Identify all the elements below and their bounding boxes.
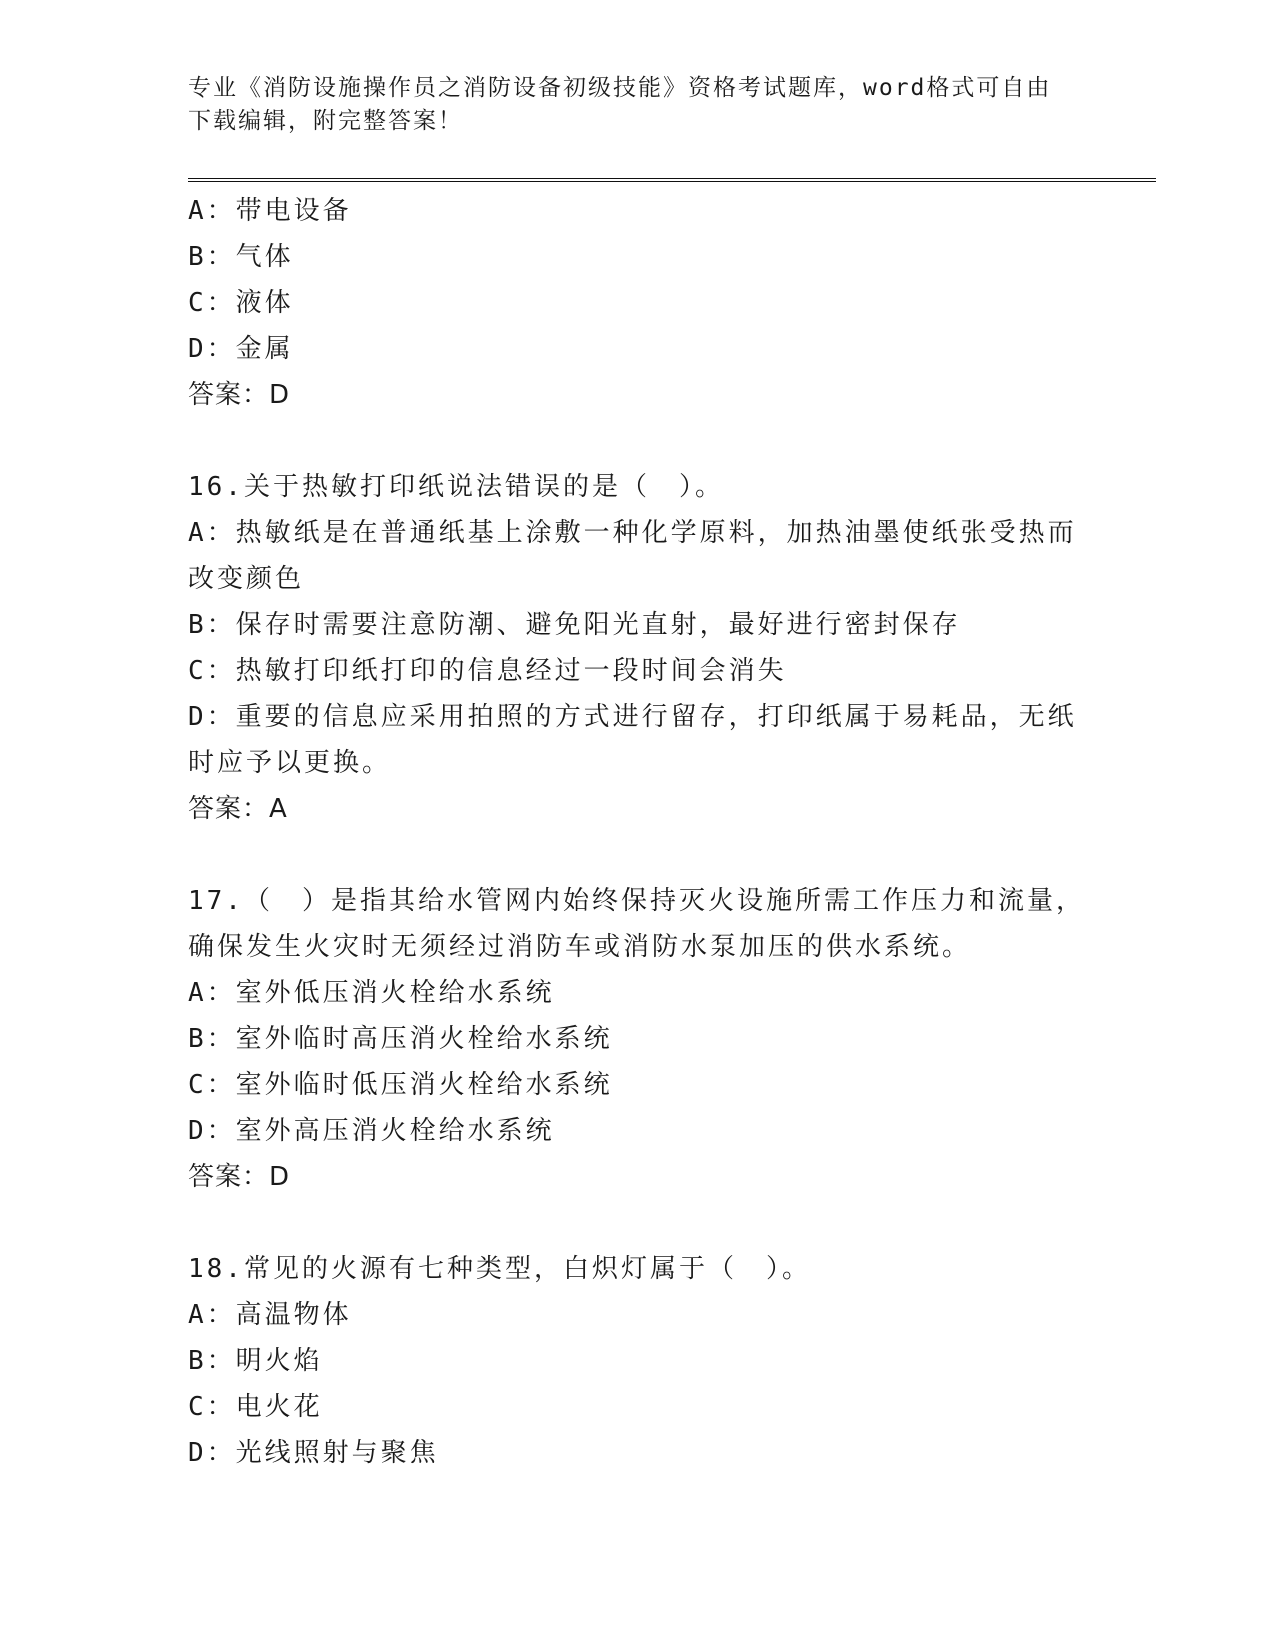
- question-18-block: [188, 1246, 1088, 1476]
- question-15-block: [188, 188, 1088, 418]
- option-c: C：室外临时低压消火栓给水系统: [188, 1070, 613, 1100]
- answer-line: 答案：A: [188, 794, 288, 824]
- option-a: A：室外低压消火栓给水系统: [188, 978, 555, 1008]
- option-b: B：明火焰: [188, 1346, 323, 1376]
- document-header: 专业《消防设施操作员之消防设备初级技能》资格考试题库，word格式可自由下载编辑，附完整答案！: [188, 75, 1052, 134]
- option-d: D：光线照射与聚焦: [188, 1438, 439, 1468]
- question-text: 16.关于热敏打印纸说法错误的是（ ）。: [188, 472, 724, 502]
- option-d: D：重要的信息应采用拍照的方式进行留存，打印纸属于易耗品，无纸时应予以更换。: [188, 702, 1077, 778]
- option-a: A：热敏纸是在普通纸基上涂敷一种化学原料，加热油墨使纸张受热而改变颜色: [188, 518, 1077, 594]
- option-d: D：室外高压消火栓给水系统: [188, 1116, 555, 1146]
- option-c: C：液体: [188, 288, 294, 318]
- option-c: C：热敏打印纸打印的信息经过一段时间会消失: [188, 656, 787, 686]
- option-d: D：金属: [188, 334, 294, 364]
- question-list: [188, 188, 1088, 1476]
- option-a: A：高温物体: [188, 1300, 352, 1330]
- question-text: 17.（ ）是指其给水管网内始终保持灭火设施所需工作压力和流量，确保发生火灾时无须经过消防车或消防水泵加压的供水系统。: [188, 886, 1085, 962]
- option-a: A：带电设备: [188, 196, 352, 226]
- header-divider: [188, 178, 1156, 182]
- question-17-block: [188, 878, 1088, 1200]
- question-text: 18.常见的火源有七种类型，白炽灯属于（ ）。: [188, 1254, 811, 1284]
- option-c: C：电火花: [188, 1392, 323, 1422]
- option-b: B：保存时需要注意防潮、避免阳光直射，最好进行密封保存: [188, 610, 961, 640]
- question-16-block: [188, 464, 1088, 832]
- spacer: [188, 418, 1088, 464]
- option-b: B：室外临时高压消火栓给水系统: [188, 1024, 613, 1054]
- spacer: [188, 832, 1088, 878]
- answer-line: 答案：D: [188, 380, 291, 410]
- answer-line: 答案：D: [188, 1162, 291, 1192]
- option-b: B：气体: [188, 242, 294, 272]
- spacer: [188, 1200, 1088, 1246]
